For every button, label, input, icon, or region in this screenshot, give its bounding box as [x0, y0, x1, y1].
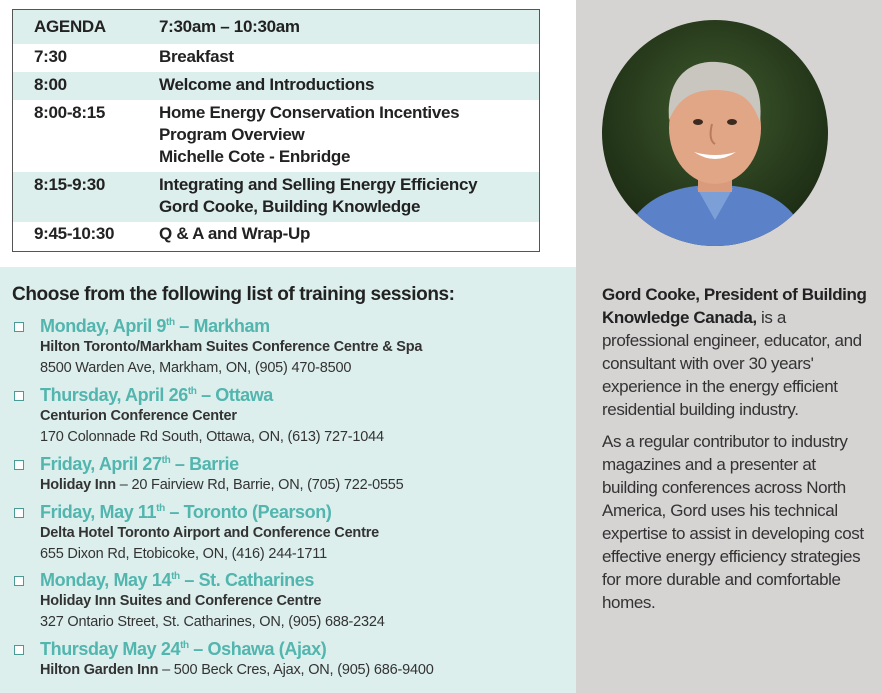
bio-paragraph: [602, 283, 872, 421]
session-venue-name: Holiday Inn Suites and Conference Centre: [40, 593, 322, 609]
session-address: 170 Colonnade Rd South, Ottawa, ON, (613) 727-1044: [40, 429, 384, 445]
session-city: – Ottawa: [196, 385, 273, 405]
session-venue-rest: – 20 Fairview Rd, Barrie, ON, (705) 722-0555: [115, 477, 404, 493]
session-item: [0, 502, 576, 568]
agenda-item: [159, 102, 459, 168]
session-venue: [40, 593, 321, 609]
agenda-item: Welcome and Introductions: [159, 75, 375, 94]
agenda-row: [13, 172, 539, 222]
session-item: [0, 570, 576, 636]
session-title: [40, 316, 270, 337]
session-checkbox[interactable]: [14, 645, 24, 655]
session-venue: [40, 525, 379, 541]
speaker-panel: [576, 0, 881, 693]
session-city: – St. Catharines: [179, 570, 314, 590]
session-venue-name: Centurion Conference Center: [40, 408, 237, 424]
speaker-portrait: [602, 20, 828, 246]
session-venue-name: Holiday Inn: [40, 477, 116, 493]
session-day: Monday, May 14: [40, 570, 172, 590]
session-address: 327 Ontario Street, St. Catharines, ON, (905) 688-2324: [40, 614, 385, 630]
session-day-suffix: th: [161, 455, 171, 466]
agenda-header-label: AGENDA: [34, 17, 106, 36]
agenda-header-time: 7:30am – 10:30am: [159, 17, 300, 36]
session-venue-rest: – 500 Beck Cres, Ajax, ON, (905) 686-9400: [158, 662, 434, 678]
agenda-time: 8:15-9:30: [34, 175, 106, 194]
agenda-row: [13, 72, 539, 100]
session-venue-name: Hilton Garden Inn: [40, 662, 159, 678]
session-venue: [40, 662, 434, 678]
agenda-item-line: Home Energy Conservation Incentives: [159, 103, 460, 122]
session-day-suffix: th: [166, 317, 175, 328]
session-title: [40, 639, 326, 660]
session-day-suffix: th: [171, 571, 180, 582]
session-item: [0, 639, 576, 685]
session-title: [40, 570, 314, 591]
sessions-heading: Choose from the following list of training sessions:: [12, 284, 455, 305]
session-venue: [40, 339, 422, 355]
session-item: [0, 385, 576, 451]
session-day: Monday, April 9: [40, 316, 167, 336]
session-checkbox[interactable]: [14, 391, 24, 401]
agenda-row: [13, 222, 539, 252]
bio-paragraph: As a regular contributor to industry magazines and a presenter at building conferences across North America, Gord uses his technical expertise to assist in developing cost effective energy efficiency strategies for more durable and comfortable homes.: [602, 432, 864, 612]
session-title: [40, 454, 239, 475]
agenda-header-row: [13, 10, 539, 44]
speaker-bio: [602, 283, 872, 623]
agenda-item: [159, 174, 477, 218]
sessions-section: [0, 267, 576, 693]
session-checkbox[interactable]: [14, 460, 24, 470]
session-city: – Toronto (Pearson): [164, 502, 332, 522]
session-item: [0, 316, 576, 382]
session-checkbox[interactable]: [14, 576, 24, 586]
agenda-item-line: Gord Cooke, Building Knowledge: [159, 197, 421, 216]
session-venue: [40, 477, 404, 493]
agenda-item-line: Michelle Cote - Enbridge: [159, 147, 351, 166]
agenda-time: 8:00-8:15: [34, 103, 106, 122]
session-address: 8500 Warden Ave, Markham, ON, (905) 470-8500: [40, 360, 352, 376]
session-day: Thursday May 24: [40, 639, 181, 659]
session-venue: [40, 408, 237, 424]
agenda-item: Q & A and Wrap-Up: [159, 224, 311, 243]
session-checkbox[interactable]: [14, 508, 24, 518]
session-title: [40, 385, 273, 406]
agenda-time: 7:30: [34, 47, 67, 66]
session-venue-name: Hilton Toronto/Markham Suites Conference Centre & Spa: [40, 339, 423, 355]
agenda-item-line: Program Overview: [159, 125, 305, 144]
session-item: [0, 454, 576, 500]
session-day-suffix: th: [187, 386, 197, 397]
agenda-row: [13, 44, 539, 72]
agenda-row: [13, 100, 539, 172]
agenda-item: Breakfast: [159, 47, 234, 66]
session-checkbox[interactable]: [14, 322, 24, 332]
session-day: Friday, May 11: [40, 502, 157, 522]
session-day: Friday, April 27: [40, 454, 162, 474]
session-city: – Oshawa (Ajax): [188, 639, 327, 659]
speaker-photo-illustration: [602, 20, 828, 246]
agenda-table: [12, 9, 540, 252]
session-day-suffix: th: [156, 503, 165, 514]
session-title: [40, 502, 331, 523]
session-day: Thursday, April 26: [40, 385, 188, 405]
session-city: – Markham: [174, 316, 270, 336]
session-city: – Barrie: [170, 454, 239, 474]
session-address: 655 Dixon Rd, Etobicoke, ON, (416) 244-1711: [40, 546, 327, 562]
speaker-name: Gord Cooke, President of Building Knowledge Canada,: [602, 285, 867, 327]
agenda-time: 8:00: [34, 75, 67, 94]
session-venue-name: Delta Hotel Toronto Airport and Conference Centre: [40, 525, 380, 541]
session-day-suffix: th: [180, 640, 189, 651]
bio-text: is a professional engineer, educator, and consultant with over 30 years' experience in the energy efficient residential building industry.: [602, 308, 862, 419]
agenda-time: 9:45-10:30: [34, 224, 115, 243]
agenda-section: [0, 0, 576, 267]
agenda-item-line: Integrating and Selling Energy Efficiency: [159, 175, 478, 194]
